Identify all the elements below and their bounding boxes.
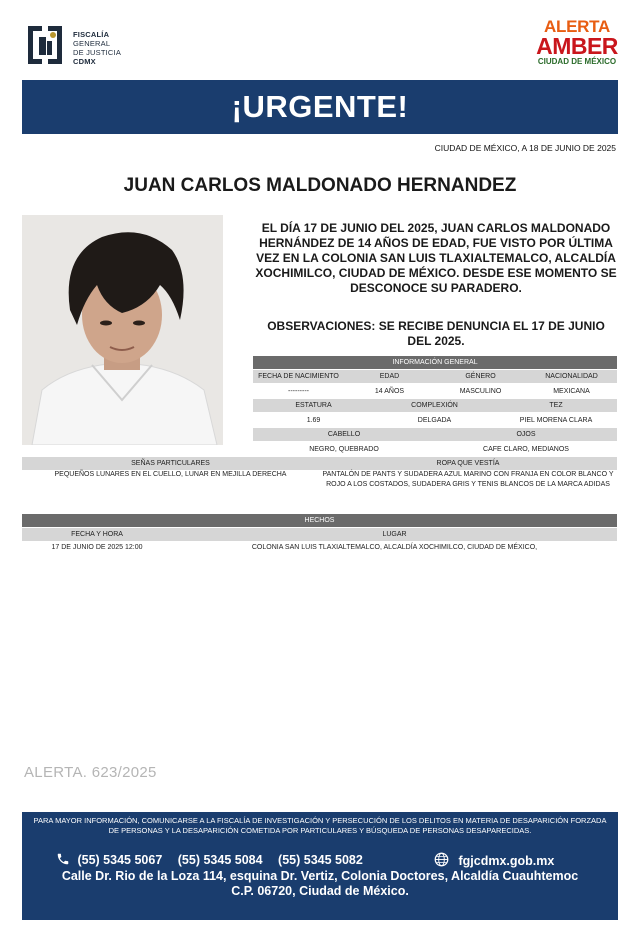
ropa-value: PANTALÓN DE PANTS Y SUDADERA AZUL MARINO CON FRANJA EN COLOR BLANCO Y ROJO A LOS COSTADOS, SUDADERA GRIS Y TENIS BLANCOS DE LA MARCA ADIDAS: [322, 471, 614, 488]
phone-1[interactable]: (55) 5345 5067: [77, 853, 163, 867]
alerta-amber-logo: ALERTA AMBER CIUDAD DE MÉXICO: [536, 17, 618, 66]
hechos-fecha-value: 17 DE JUNIO DE 2025 12:00: [51, 544, 143, 551]
issue-date: CIUDAD DE MÉXICO, A 18 DE JUNIO DE 2025: [434, 143, 616, 153]
hechos-fecha-label: FECHA Y HORA: [71, 531, 123, 538]
narrative-text: EL DÍA 17 DE JUNIO DEL 2025, JUAN CARLOS MALDONADO HERNÁNDEZ DE 14 AÑOS DE EDAD, FUE VISTO POR ÚLTIMA VEZ EN LA COLONIA SAN LUIS TLAXIALTEMALCO, ALCALDÍA XOCHIMILCO, CIUDAD DE MÉXICO. DESDE ESE MOMENTO SE DESCONOCE SU PARADERO.: [255, 221, 617, 295]
tez-value: PIEL MORENA CLARA: [519, 417, 593, 424]
general-info-header: INFORMACIÓN GENERAL: [253, 356, 617, 369]
hechos-lugar-value: COLONIA SAN LUIS TLAXIALTEMALCO, ALCALDÍA XOCHIMILCO, CIUDAD DE MÉXICO,: [251, 544, 538, 551]
website-link[interactable]: fgjcdmx.gob.mx: [458, 854, 555, 868]
senas-label: SEÑAS PARTICULARES: [131, 460, 210, 467]
estatura-value: 1.69: [306, 417, 321, 424]
fgj-wordmark: FISCALÍA GENERAL DE JUSTICIA CDMX: [73, 30, 122, 66]
estatura-label: ESTATURA: [295, 402, 332, 409]
fgj-emblem-icon: [22, 22, 68, 68]
address: [22, 869, 618, 899]
phone-3[interactable]: (55) 5345 5082: [278, 853, 363, 867]
cabello-label: CABELLO: [327, 431, 361, 438]
alert-number: ALERTA. 623/2025: [24, 764, 157, 781]
address-line-2: C.P. 06720, Ciudad de México.: [231, 884, 409, 898]
phone-2[interactable]: (55) 5345 5084: [177, 853, 263, 867]
contact-footer: [22, 812, 618, 920]
urgent-banner: ¡URGENTE!: [22, 80, 618, 134]
edad-label: EDAD: [379, 373, 400, 380]
ropa-label: ROPA QUE VESTÍA: [436, 460, 500, 467]
globe-icon: [434, 852, 449, 867]
cabello-value: NEGRO, QUEBRADO: [309, 446, 379, 453]
genero-label: GÉNERO: [465, 373, 496, 380]
tez-label: TEZ: [549, 402, 563, 409]
phone-icon: [56, 852, 70, 866]
complexion-value: DELGADA: [417, 417, 452, 424]
fecha-nacimiento-label: FECHA DE NACIMIENTO: [258, 373, 339, 380]
nacionalidad-label: NACIONALIDAD: [545, 373, 598, 380]
hechos-lugar-label: LUGAR: [382, 531, 407, 538]
fecha-nacimiento-value: ---------: [288, 388, 309, 395]
fgj-logo: [22, 22, 132, 72]
ojos-label: OJOS: [516, 431, 536, 438]
address-line-1: Calle Dr. Rio de la Loza 114, esquina Dr. Vertiz, Colonia Doctores, Alcaldía Cuauhtemoc: [61, 869, 579, 883]
missing-person-name: JUAN CARLOS MALDONADO HERNANDEZ: [123, 175, 517, 196]
complexion-label: COMPLEXIÓN: [411, 402, 458, 409]
contact-info-text: PARA MAYOR INFORMACIÓN, COMUNICARSE A LA FISCALÍA DE INVESTIGACIÓN Y PERSECUCIÓN DE LOS DELITOS EN MATERIA DE DESAPARICIÓN FORZADA DE PERSONAS Y LA DESAPARICIÓN COMETIDA POR PARTICULARES Y BÚSQUEDA DE PERSONAS DESAPARECIDAS.: [33, 816, 607, 835]
genero-value: MASCULINO: [459, 388, 502, 395]
ojos-value: CAFE CLARO, MEDIANOS: [483, 446, 569, 453]
phone-numbers: [56, 852, 363, 867]
edad-value: 14 AÑOS: [374, 388, 405, 395]
hechos-header: HECHOS: [22, 514, 617, 527]
nacionalidad-value: MEXICANA: [553, 388, 590, 395]
senas-value: PEQUEÑOS LUNARES EN EL CUELLO, LUNAR EN MEJILLA DERECHA: [54, 471, 287, 478]
missing-person-photo: [22, 215, 223, 445]
observations-text: OBSERVACIONES: SE RECIBE DENUNCIA EL 17 DE JUNIO DEL 2025.: [267, 319, 605, 348]
website: [434, 852, 554, 868]
